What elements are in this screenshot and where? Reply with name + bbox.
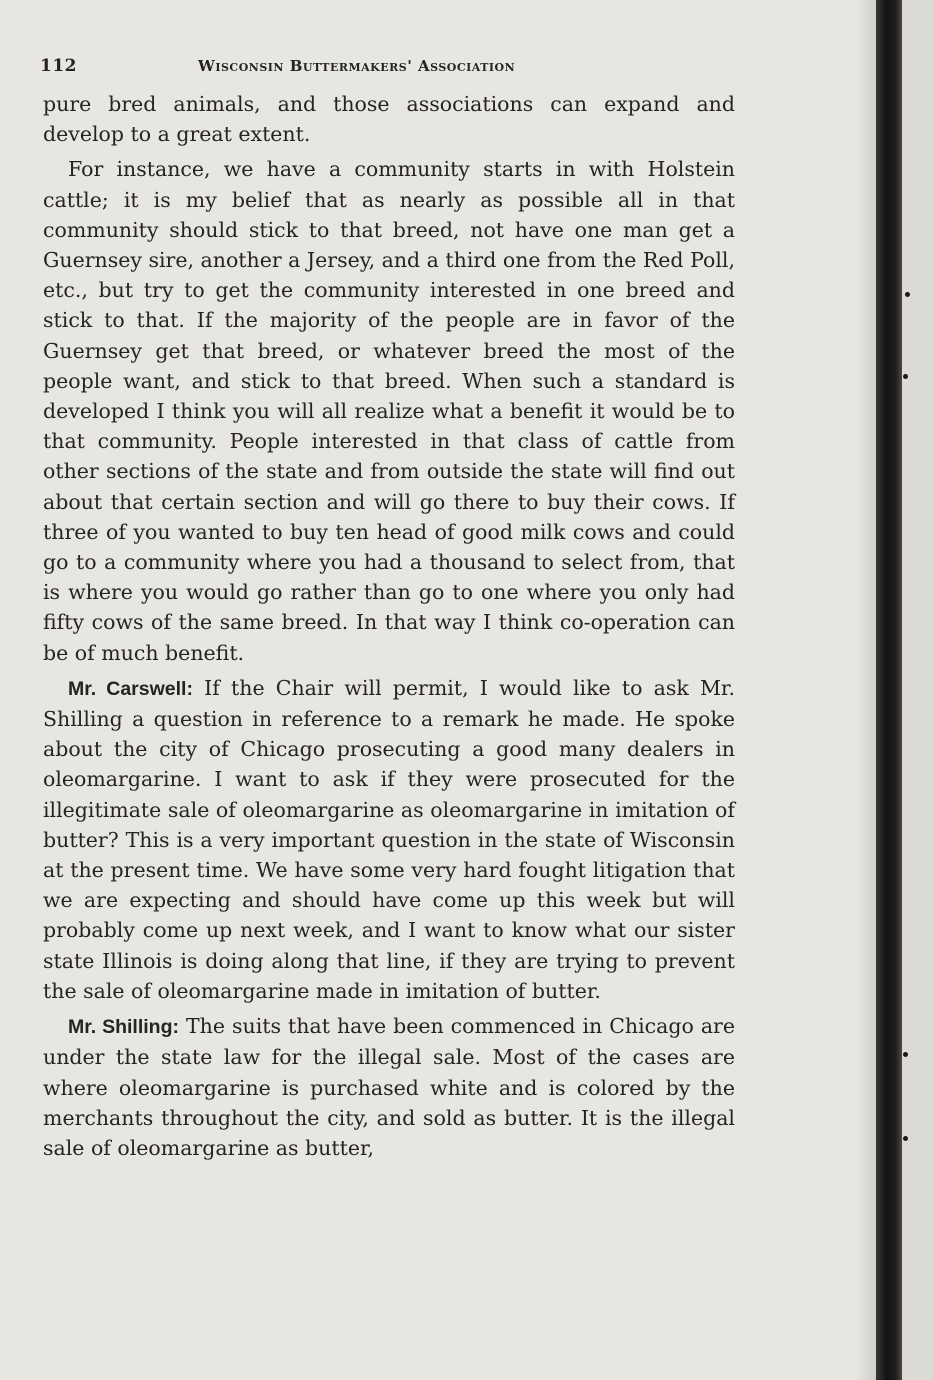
book-spine [876,0,902,1380]
gutter-shadow [856,0,876,1380]
paragraph-text: For instance, we have a community starts in with Holstein cattle; it is my belief that as nearly as possible all in that community should stick to that breed, not have one man get a Guernsey sire, another a Jersey, and a third one from the Red Poll, etc., but try to get the community interested in one breed and stick to that. If the majority of the people are in favor of the Guernsey get that breed, or whatever breed the most of the people want, and stick to that breed. When such a standard is developed I think you will all realize what a benefit it would be to that community. People interested in that class of cattle from other sections of the state and from outside the state will find out about that certain section and will go there to buy their cows. If three of you wanted to buy ten head of good milk cows and could go to a community where you had a thousand to select from, that is where you would go rather than go to one where you only had fifty cows of the same breed. In that way I think co-operation can be of much benefit. [43,157,735,665]
paragraph-text: The suits that have been commenced in Chicago are under the state law for the illegal sale. Most of the cases are where oleomargarine is purchased white and is colored by the merchants throughout the city, and sold as butter. It is the illegal sale of oleomargarine as butter, [43,1014,735,1160]
edge-mark [903,1052,908,1057]
page-edge [902,0,933,1380]
page-header [40,56,740,80]
paragraph [43,154,735,667]
speaker-name: Mr. Carswell: [68,677,193,700]
paragraph [43,1011,735,1163]
paragraph [43,673,735,1006]
running-head: Wisconsin Buttermakers' Association [198,57,516,75]
speaker-name: Mr. Shilling: [68,1016,179,1039]
paragraph-text: pure bred animals, and those associations can expand and develop to a great extent. [43,92,735,147]
edge-mark [903,1136,908,1141]
page-number: 112 [40,56,77,76]
edge-mark [903,374,908,379]
paragraph [43,89,735,149]
body-text [43,89,735,1168]
edge-mark [905,292,910,297]
paragraph-text: If the Chair will permit, I would like to ask Mr. Shilling a question in reference to a remark he made. He spoke about the city of Chicago prosecuting a good many dealers in oleomargarine. I want to ask if they were prosecuted for the illegitimate sale of oleomargarine as oleomargarine in imitation of butter? This is a very important question in the state of Wisconsin at the present time. We have some very hard fought litigation that we are expecting and should have come up this week but will probably come up next week, and I want to know what our sister state Illinois is doing along that line, if they are trying to prevent the sale of oleomargarine made in imitation of butter. [43,675,736,1003]
